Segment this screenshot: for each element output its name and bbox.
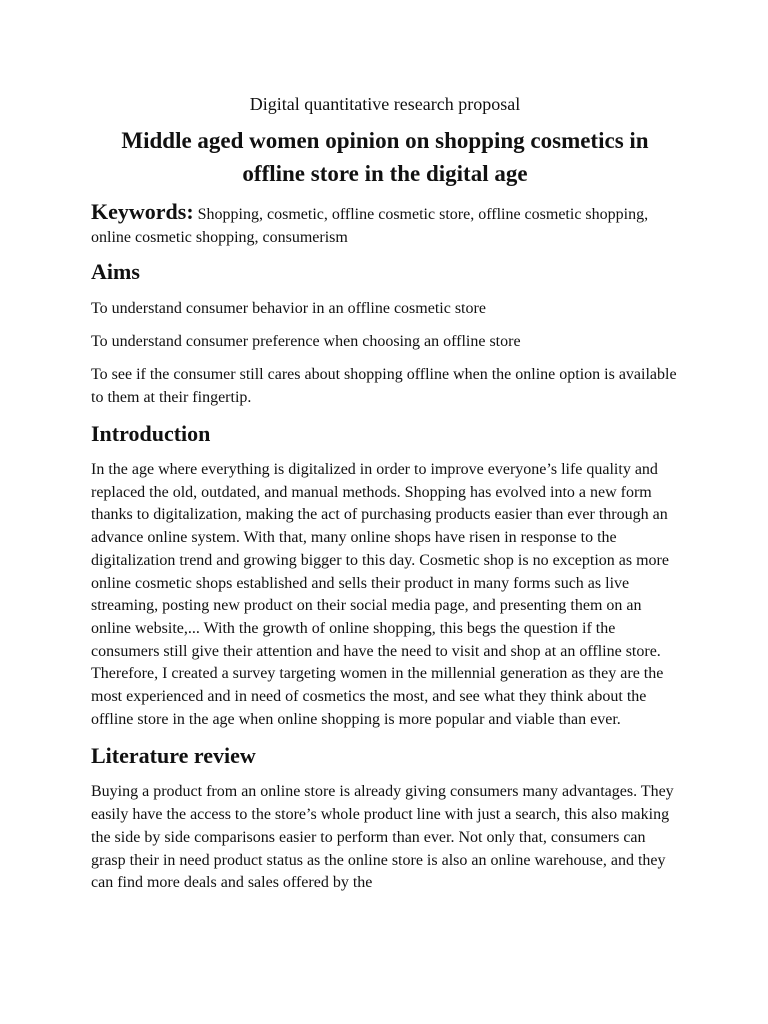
document-title: Middle aged women opinion on shopping cosmetics in offline store in the digital age xyxy=(121,128,649,186)
introduction-paragraph: In the age where everything is digitalized in order to improve everyone’s life quality and replaced the old, outdated, and manual methods. Shopping has evolved into a new form thanks to digitalization, making the act of purchasing products easier than ever through an advance online system. With that, many online shops have risen in response to the digitalization trend and growing bigger to this day. Cosmetic shop is no exception as more online cosmetic shops established and sells their product in many forms such as live streaming, posting new product on their social media page, and presenting them on an online website,... With the growth of online shopping, this begs the question if the consumers still give their attention and have the need to visit and shop at an offline store. Therefore, I created a survey targeting women in the millennial generation as they are the most experienced and in need of cosmetics the most, and see what they think about the offline store in the age when online shopping is more popular and viable than ever. xyxy=(91,461,669,728)
literature-review-heading: Literature review xyxy=(91,743,256,769)
keywords-text: Shopping, cosmetic, offline cosmetic store, offline cosmetic shopping, online cosmetic shopping, consumerism xyxy=(91,206,649,246)
literature-review-paragraph: Buying a product from an online store is already giving consumers many advantages. They easily have the access to the store’s whole product line with just a search, this also making the side by side comparisons easier to perform than ever. Not only that, consumers can grasp their in need product status as the online store is also an online warehouse, and they can find more deals and sales offered by the xyxy=(91,783,674,892)
introduction-heading: Introduction xyxy=(91,421,211,446)
keywords-label: Keywords: xyxy=(91,199,194,224)
aim-item: To understand consumer preference when choosing an offline store xyxy=(91,333,521,350)
aim-item: To see if the consumer still cares about shopping offline when the online option is available to them at their fingertip. xyxy=(91,366,677,406)
aims-heading: Aims xyxy=(91,259,140,284)
document-page xyxy=(91,92,679,905)
aim-item: To understand consumer behavior in an offline cosmetic store xyxy=(91,300,486,317)
keywords-line xyxy=(91,200,679,249)
document-subtitle: Digital quantitative research proposal xyxy=(249,94,521,114)
